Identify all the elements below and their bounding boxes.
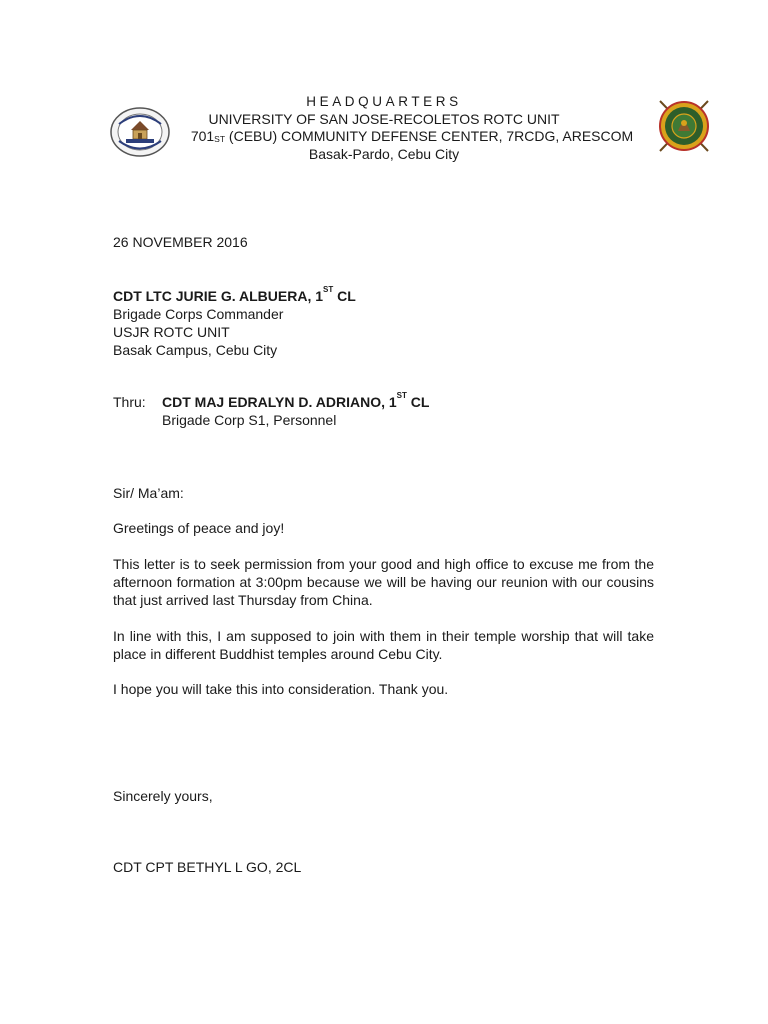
greeting: Greetings of peace and joy! — [113, 520, 285, 536]
unit-name: UNIVERSITY OF SAN JOSE-RECOLETOS ROTC UNIT — [208, 111, 560, 127]
thru-position: Brigade Corp S1, Personnel — [162, 412, 337, 428]
thru-name-text: CDT MAJ EDRALYN D. ADRIANO, 1 — [162, 394, 397, 410]
signatory-name: CDT CPT BETHYL L GO, 2CL — [113, 859, 302, 875]
body-paragraph: This letter is to seek permission from your good and high office to excuse me from the afternoon formation at 3:00pm because we will be having our reunion with our cousins that just arrived last Thursday from China. — [113, 556, 654, 608]
community-defense-center — [28, 128, 768, 144]
thru-block — [113, 393, 429, 429]
thru-name-end: CL — [406, 394, 430, 410]
thru-label: Thru: — [113, 394, 146, 410]
headquarters-title: HEADQUARTERS — [306, 94, 462, 109]
salutation: Sir/ Ma’am: — [113, 485, 184, 501]
addressee-block — [113, 287, 356, 359]
addressee-name-sup: ST — [323, 285, 334, 294]
addressee-address: Basak Campus, Cebu City — [113, 342, 278, 358]
header-location: Basak-Pardo, Cebu City — [308, 146, 460, 162]
addressee-position: Brigade Corps Commander — [113, 306, 284, 322]
addressee-unit: USJR ROTC UNIT — [113, 324, 230, 340]
closing: Sincerely yours, — [113, 788, 213, 804]
body-paragraph: I hope you will take this into consideration. Thank you. — [113, 681, 449, 697]
thru-name — [162, 391, 430, 410]
addressee-name — [113, 287, 356, 305]
letter-date: 26 NOVEMBER 2016 — [113, 234, 248, 250]
body-paragraph: In line with this, I am supposed to join with them in their temple worship that will take place in different Buddhist temples around Cebu City. — [113, 628, 654, 662]
thru-name-sup: ST — [396, 391, 407, 400]
cdc-suffix: ST — [214, 134, 226, 144]
addressee-name-text: CDT LTC JURIE G. ALBUERA, 1 — [113, 288, 324, 304]
addressee-name-end: CL — [333, 288, 356, 304]
cdc-rest: (CEBU) COMMUNITY DEFENSE CENTER, 7RCDG, ARESCOM — [225, 128, 634, 144]
cdc-number: 701 — [190, 128, 215, 144]
